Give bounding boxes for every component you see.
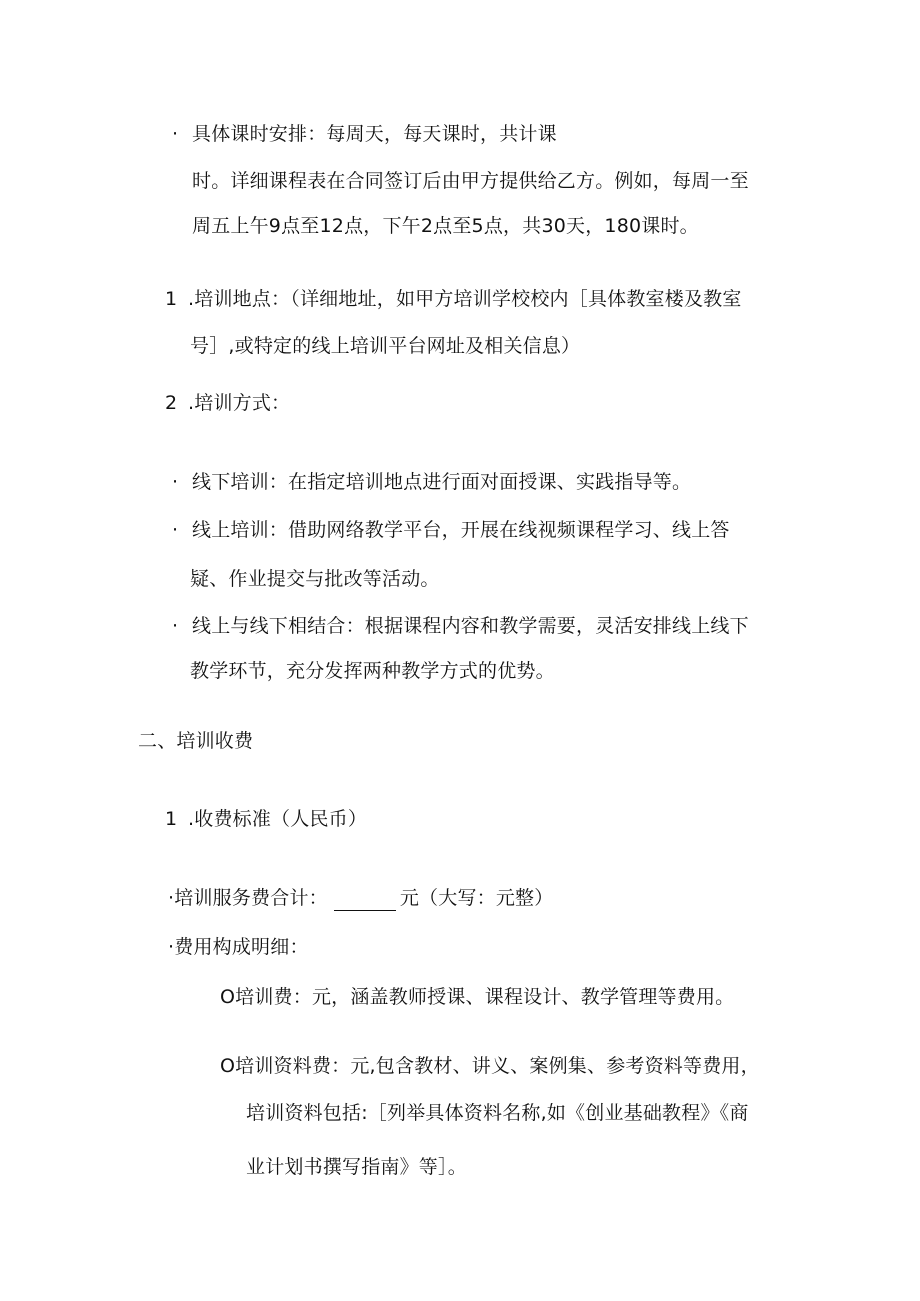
bullet-marker: · (172, 123, 179, 145)
location-line-2: 号］,或特定的线上培训平台网址及相关信息） (190, 335, 581, 357)
materials-fee-line-1: O培训资料费：元,包含教材、讲义、案例集、参考资料等费用， (220, 1055, 760, 1077)
materials-fee-line-3: 业计划书撰写指南》等］。 (246, 1156, 467, 1178)
method-online-line-1: 线上培训：借助网络教学平台，开展在线视频课程学习、线上答 (192, 519, 730, 541)
method-hybrid-line-1: 线上与线下相结合：根据课程内容和教学需要，灵活安排线上线下 (192, 615, 749, 637)
list-number: 1 (165, 808, 178, 830)
training-fee-item: O培训费：元，涵盖教师授课、课程设计、教学管理等费用。 (220, 986, 735, 1008)
fee-total-line (168, 885, 553, 911)
location-line-1: .培训地点：（详细地址，如甲方培训学校校内［具体教室楼及教室 (188, 288, 742, 310)
list-number: 1 (165, 288, 178, 310)
schedule-line-3: 周五上午9点至12点，下午2点至5点，共30天，180课时。 (192, 215, 699, 237)
materials-fee-line-2: 培训资料包括:［列举具体资料名称,如《创业基础教程》《商 (246, 1102, 749, 1124)
section-heading: 二、培训收费 (138, 730, 254, 752)
method-title: .培训方式： (188, 392, 291, 414)
fee-standard-title: .收费标准（人民币） (188, 808, 368, 830)
bullet-marker: · (172, 471, 179, 493)
fee-total-suffix: 元（大写：元整） (399, 887, 554, 909)
schedule-line-1: 具体课时安排：每周天，每天课时，共计课 (192, 123, 557, 145)
schedule-line-2: 时。详细课程表在合同签订后由甲方提供给乙方。例如，每周一至 (192, 170, 749, 192)
method-hybrid-line-2: 教学环节，充分发挥两种教学方式的优势。 (190, 660, 555, 682)
method-online-line-2: 疑、作业提交与批改等活动。 (190, 568, 440, 590)
method-offline: 线下培训：在指定培训地点进行面对面授课、实践指导等。 (192, 471, 692, 493)
fee-breakdown-title: ·费用构成明细： (168, 936, 309, 958)
bullet-marker: · (172, 519, 179, 541)
list-number: 2 (165, 392, 178, 414)
amount-blank (334, 892, 396, 911)
fee-total-label: ·培训服务费合计： (168, 887, 328, 909)
bullet-marker: · (172, 615, 179, 637)
